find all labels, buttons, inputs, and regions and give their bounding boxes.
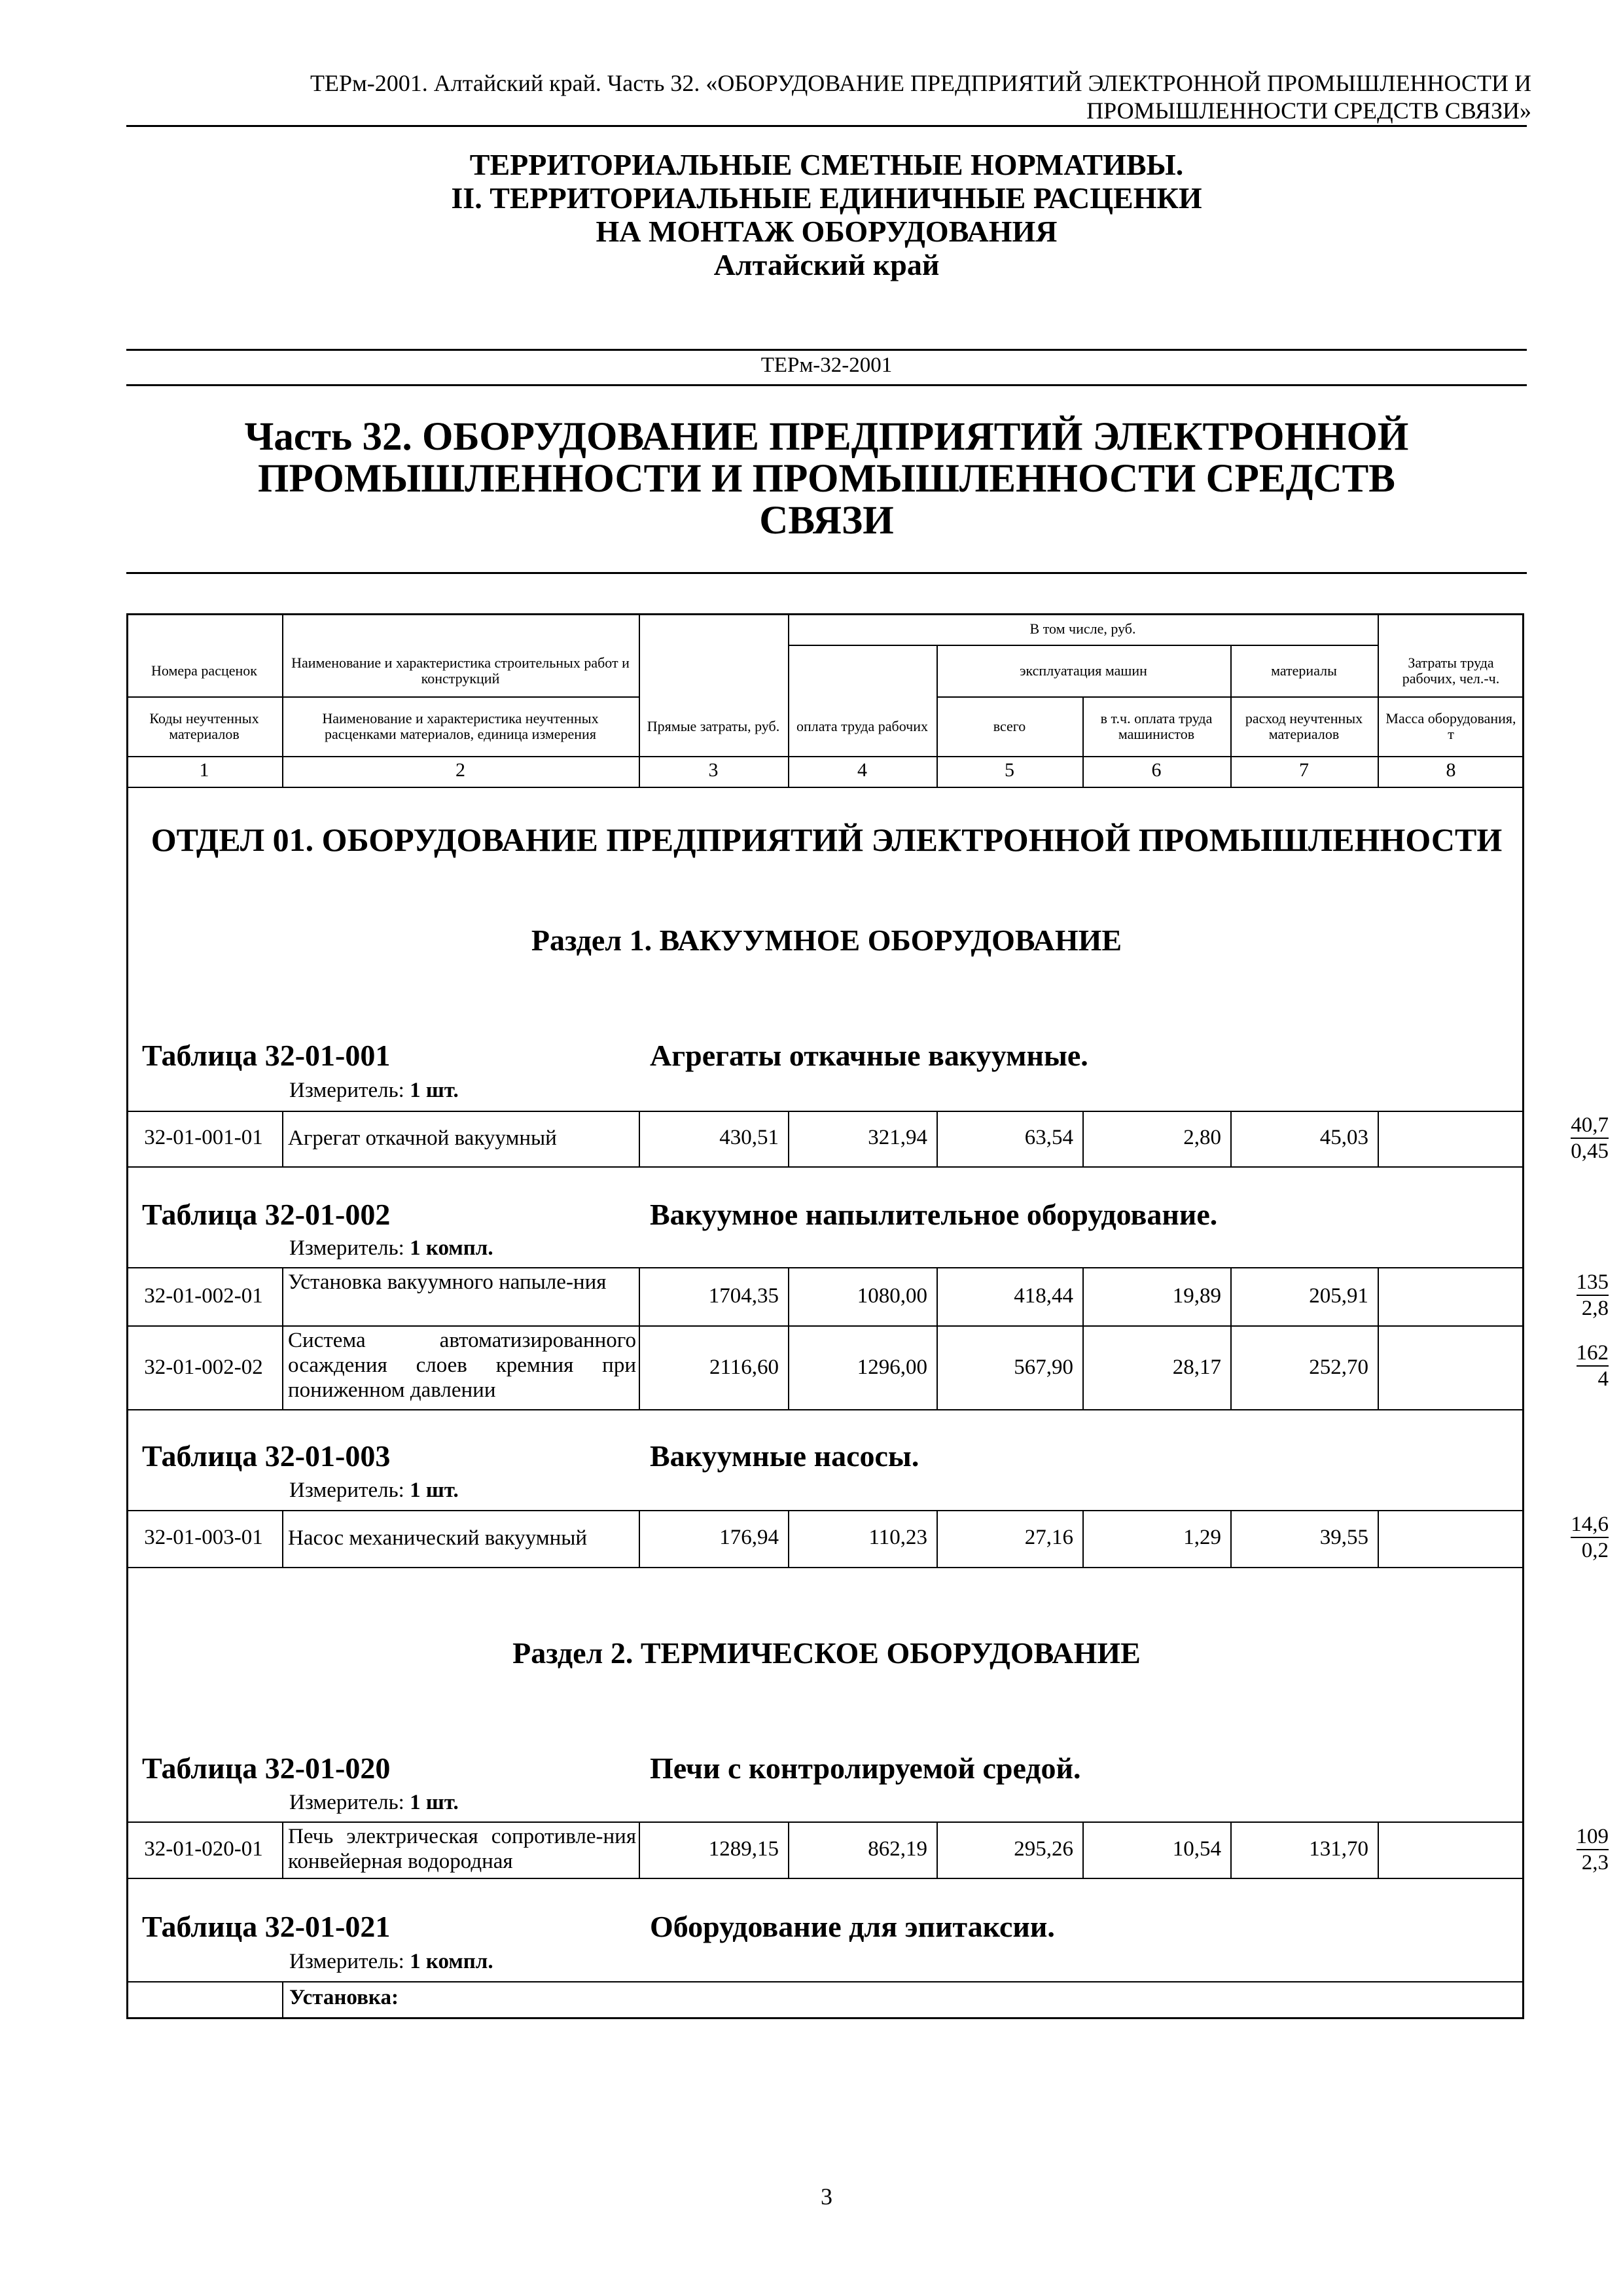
rate-name: Насос механический вакуумный (288, 1526, 588, 1550)
part-title-line2: ПРОМЫШЛЕННОСТИ И ПРОМЫШЛЕННОСТИ СРЕДСТВ (258, 457, 1395, 501)
row-vline (936, 1821, 938, 1878)
col-number: 6 (1151, 759, 1162, 781)
row-line (126, 1981, 1524, 1982)
table-label: Таблица 32-01-002 (142, 1198, 391, 1231)
row-vline (1230, 1821, 1232, 1878)
row-vline (788, 1111, 789, 1166)
row-vline (639, 1111, 640, 1166)
title-block (126, 148, 1527, 281)
table-label: Таблица 32-01-021 (142, 1910, 391, 1943)
hdr-col4: оплата труда рабочих (796, 717, 928, 734)
section-heading: Раздел 1. ВАКУУМНОЕ ОБОРУДОВАНИЕ (531, 924, 1122, 957)
labor-hours: 109 (1577, 1824, 1609, 1850)
unit-value: 1 компл. (410, 1236, 493, 1260)
row-vline (1230, 1510, 1232, 1567)
row-vline (1082, 1267, 1084, 1409)
equipment-mass: 4 (1597, 1367, 1609, 1391)
labor-mass (1537, 1113, 1609, 1164)
col-number: 4 (857, 759, 867, 781)
table-subheading: Установка: (289, 1986, 399, 2009)
hdr-col6: в т.ч. оплата труда машинистов (1100, 709, 1213, 742)
running-header-line1: ТЕРм-2001. Алтайский край. Часть 32. «ОБОРУДОВАНИЕ ПРЕДПРИЯТИЙ ЭЛЕКТРОННОЙ ПРОМЫШЛЕННОСТИ И (310, 70, 1531, 96)
col-number: 8 (1446, 759, 1456, 781)
row-line (126, 1325, 1524, 1327)
col-number: 7 (1299, 759, 1309, 781)
hdr-col8-bottom: Масса оборудования, т (1385, 709, 1516, 742)
part-title-line1: Часть 32. ОБОРУДОВАНИЕ ПРЕДПРИЯТИЙ ЭЛЕКТРОННОЙ (244, 415, 1409, 459)
unit-prefix: Измеритель: (289, 1079, 404, 1102)
hdr-col5: всего (993, 717, 1026, 734)
table-unit (289, 1079, 459, 1103)
hdr-group-incl: В том числе, руб. (1029, 620, 1136, 637)
table-unit (289, 1236, 493, 1261)
unit-value: 1 шт. (410, 1479, 459, 1502)
row-vline (936, 1111, 938, 1166)
machines-total: 295,26 (1014, 1837, 1073, 1861)
table-title: Вакуумное напылительное оборудование. (650, 1198, 1218, 1231)
hdr-col1-bottom: Коды неучтенных материалов (149, 709, 259, 742)
row-vline (788, 1267, 789, 1409)
materials: 45,03 (1319, 1126, 1368, 1149)
table-title: Вакуумные насосы. (650, 1439, 919, 1473)
row-vline (1082, 1111, 1084, 1166)
labor-mass (1537, 1340, 1609, 1391)
labor-wages: 862,19 (868, 1837, 927, 1861)
col-number: 1 (199, 759, 209, 781)
running-header (131, 69, 1531, 124)
labor-wages: 110,23 (868, 1526, 927, 1549)
table-label: Таблица 32-01-003 (142, 1439, 391, 1473)
labor-wages: 1080,00 (857, 1284, 927, 1308)
row-vline (936, 1510, 938, 1567)
section-heading: Раздел 2. ТЕРМИЧЕСКОЕ ОБОРУДОВАНИЕ (512, 1636, 1141, 1670)
row-vline (282, 1267, 283, 1409)
row-vline (639, 1821, 640, 1878)
document-code: ТЕРм-32-2001 (760, 353, 893, 377)
code-rule-bottom (126, 384, 1527, 386)
row-vline (639, 1267, 640, 1409)
row-vline (1378, 1821, 1379, 1878)
hdr-col1-top: Номера расценок (151, 662, 257, 679)
unit-prefix: Измеритель: (289, 1236, 404, 1260)
rate-code: 32-01-002-01 (144, 1284, 263, 1308)
col-number: 2 (455, 759, 465, 781)
rate-name: Система автоматизированного осаждения слоев кремния при пониженном давлении (288, 1329, 636, 1402)
direct-costs: 1289,15 (708, 1837, 779, 1861)
direct-costs: 430,51 (719, 1126, 779, 1149)
row-vline (1230, 1111, 1232, 1166)
row-vline (282, 1111, 283, 1166)
labor-mass (1537, 1270, 1609, 1321)
direct-costs: 2116,60 (709, 1355, 779, 1379)
row-vline (788, 1510, 789, 1567)
table-label: Таблица 32-01-001 (142, 1039, 391, 1072)
row-vline (936, 1267, 938, 1409)
table-title: Оборудование для эпитаксии. (650, 1910, 1055, 1943)
machines-total: 567,90 (1014, 1355, 1073, 1379)
row-vline (1378, 1111, 1379, 1166)
labor-hours: 14,6 (1571, 1512, 1609, 1538)
col-number: 3 (708, 759, 719, 781)
col-number: 5 (1005, 759, 1014, 781)
hdr-group-materials: материалы (1271, 662, 1337, 679)
row-vline (788, 1821, 789, 1878)
unit-value: 1 шт. (410, 1079, 459, 1102)
unit-prefix: Измеритель: (289, 1950, 404, 1973)
direct-costs: 1704,35 (708, 1284, 779, 1308)
machinist-wages: 1,29 (1183, 1526, 1221, 1549)
title-line2: II. ТЕРРИТОРИАЛЬНЫЕ ЕДИНИЧНЫЕ РАСЦЕНКИ (451, 181, 1202, 215)
materials: 205,91 (1309, 1284, 1368, 1308)
row-line (126, 1821, 1524, 1823)
equipment-mass: 0,45 (1571, 1139, 1609, 1163)
rate-code: 32-01-003-01 (144, 1526, 263, 1549)
hdr-col7: расход неучтенных материалов (1245, 709, 1363, 742)
part-title-line3: СВЯЗИ (759, 499, 894, 543)
table-title: Печи с контролируемой средой. (650, 1751, 1081, 1785)
running-header-line2: ПРОМЫШЛЕННОСТИ СРЕДСТВ СВЯЗИ» (1086, 98, 1531, 124)
materials: 131,70 (1309, 1837, 1368, 1861)
rate-name: Агрегат откачной вакуумный (288, 1126, 557, 1150)
row-vline (282, 1510, 283, 1567)
rate-code: 32-01-001-01 (144, 1126, 263, 1149)
hdr-group-machines: эксплуатация машин (1020, 662, 1147, 679)
direct-costs: 176,94 (719, 1526, 779, 1549)
row-vline (282, 1821, 283, 1878)
row-line (126, 1166, 1524, 1168)
row-line (126, 1111, 1524, 1112)
hdr-hline (126, 787, 1524, 788)
labor-hours: 40,7 (1571, 1113, 1609, 1139)
machinist-wages: 2,80 (1183, 1126, 1221, 1149)
row-line (126, 1878, 1524, 1879)
part-title-rule (126, 572, 1527, 574)
department-heading: ОТДЕЛ 01. ОБОРУДОВАНИЕ ПРЕДПРИЯТИЙ ЭЛЕКТРОННОЙ ПРОМЫШЛЕННОСТИ (151, 821, 1503, 858)
title-region: Алтайский край (713, 248, 940, 281)
row-line (126, 1409, 1524, 1410)
table-unit (289, 1791, 459, 1815)
rate-code: 32-01-002-02 (144, 1355, 263, 1379)
row-vline (1082, 1510, 1084, 1567)
materials: 252,70 (1309, 1355, 1368, 1379)
labor-hours: 162 (1577, 1340, 1609, 1367)
table-unit (289, 1479, 459, 1503)
rate-code: 32-01-020-01 (144, 1837, 263, 1861)
row-line (126, 1510, 1524, 1511)
machinist-wages: 10,54 (1172, 1837, 1221, 1861)
hdr-hline (126, 756, 1524, 757)
hdr-col3: Прямые затраты, руб. (647, 717, 780, 734)
row-line (126, 1267, 1524, 1268)
unit-value: 1 компл. (410, 1950, 493, 1973)
unit-prefix: Измеритель: (289, 1479, 404, 1502)
labor-wages: 1296,00 (857, 1355, 927, 1379)
row-vline (1230, 1267, 1232, 1409)
rate-name: Установка вакуумного напыле-ния (288, 1270, 607, 1294)
equipment-mass: 2,8 (1581, 1297, 1609, 1320)
hdr-col8-top: Затраты труда рабочих, чел.-ч. (1402, 654, 1500, 687)
unit-value: 1 шт. (410, 1791, 459, 1814)
labor-hours: 135 (1577, 1270, 1609, 1296)
unit-prefix: Измеритель: (289, 1791, 404, 1814)
table-title: Агрегаты откачные вакуумные. (650, 1039, 1088, 1072)
labor-mass (1537, 1512, 1609, 1563)
hdr-col2-bottom: Наименование и характеристика неучтенных расценками материалов, единица измерения (322, 709, 599, 742)
header-rule (126, 125, 1527, 127)
equipment-mass: 0,2 (1581, 1539, 1609, 1562)
rate-name: Печь электрическая сопротивле-ния конвейерная водородная (288, 1825, 636, 1873)
row-vline (282, 1981, 283, 2019)
table-unit (289, 1950, 493, 1974)
labor-wages: 321,94 (868, 1126, 927, 1149)
title-line1: ТЕРРИТОРИАЛЬНЫЕ СМЕТНЫЕ НОРМАТИВЫ. (469, 148, 1184, 181)
materials: 39,55 (1319, 1526, 1368, 1549)
page-number: 3 (821, 2183, 832, 2210)
machines-total: 418,44 (1014, 1284, 1073, 1308)
row-vline (1082, 1821, 1084, 1878)
code-rule-top (126, 349, 1527, 351)
row-vline (1378, 1267, 1379, 1409)
hdr-col2-top: Наименование и характеристика строительных работ и конструкций (291, 654, 630, 687)
row-vline (639, 1510, 640, 1567)
table-label: Таблица 32-01-020 (142, 1751, 391, 1785)
equipment-mass: 2,3 (1581, 1851, 1609, 1874)
part-title (126, 416, 1527, 542)
machines-total: 63,54 (1024, 1126, 1073, 1149)
machinist-wages: 28,17 (1172, 1355, 1221, 1379)
row-vline (1378, 1510, 1379, 1567)
title-line3: НА МОНТАЖ ОБОРУДОВАНИЯ (596, 215, 1058, 248)
labor-mass (1537, 1824, 1609, 1875)
machinist-wages: 19,89 (1172, 1284, 1221, 1308)
machines-total: 27,16 (1024, 1526, 1073, 1549)
row-line (126, 1567, 1524, 1568)
